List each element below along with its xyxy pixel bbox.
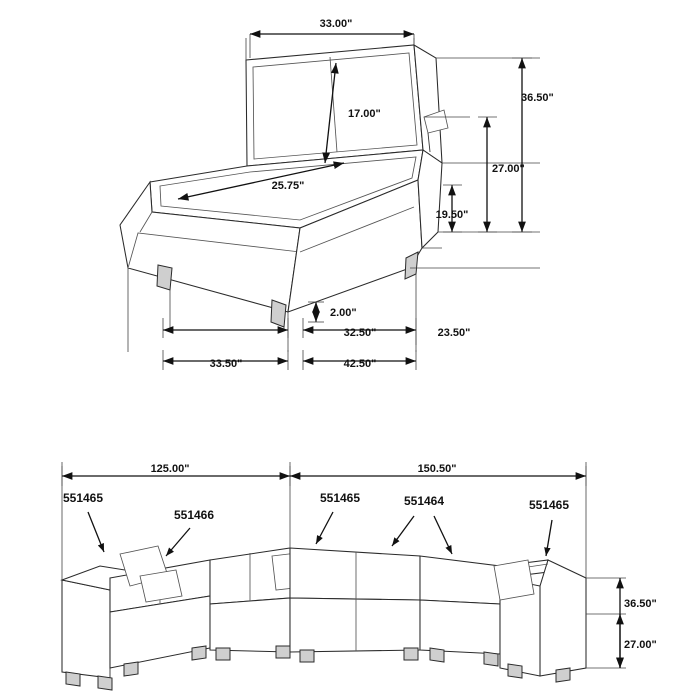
dim-arm-height: 27.00" bbox=[492, 163, 525, 175]
dim-overall-depth-right: 42.50" bbox=[343, 358, 377, 370]
part-label-551466: 551466 bbox=[173, 508, 215, 522]
part-label-551465-left: 551465 bbox=[62, 491, 104, 505]
dim-right-section-width: 150.50" bbox=[417, 463, 457, 475]
dim-seat-width-top: 33.00" bbox=[319, 18, 353, 30]
dim-seat-height: 19.50" bbox=[435, 209, 469, 221]
dim-seat-depth: 32.50" bbox=[343, 327, 377, 339]
dim-leg-height: 2.00" bbox=[330, 307, 357, 319]
dim-overall-depth-left: 33.50" bbox=[209, 358, 243, 370]
dim-left-section-width: 125.00" bbox=[150, 463, 190, 475]
dim-inner-depth: 23.50" bbox=[437, 327, 471, 339]
part-label-551464: 551464 bbox=[403, 494, 445, 508]
dim-overall-height: 36.50" bbox=[521, 92, 554, 104]
part-callouts bbox=[63, 491, 569, 556]
dim-overall-height-right: 36.50" bbox=[624, 598, 657, 610]
dim-seat-depth-diagonal: 25.75" bbox=[271, 180, 305, 192]
top-view-furniture bbox=[120, 38, 540, 352]
part-label-551465-right: 551465 bbox=[528, 498, 570, 512]
part-label-551465-mid: 551465 bbox=[319, 491, 361, 505]
dim-back-height: 17.00" bbox=[348, 108, 381, 120]
dim-seat-back-height-right: 27.00" bbox=[624, 639, 657, 651]
